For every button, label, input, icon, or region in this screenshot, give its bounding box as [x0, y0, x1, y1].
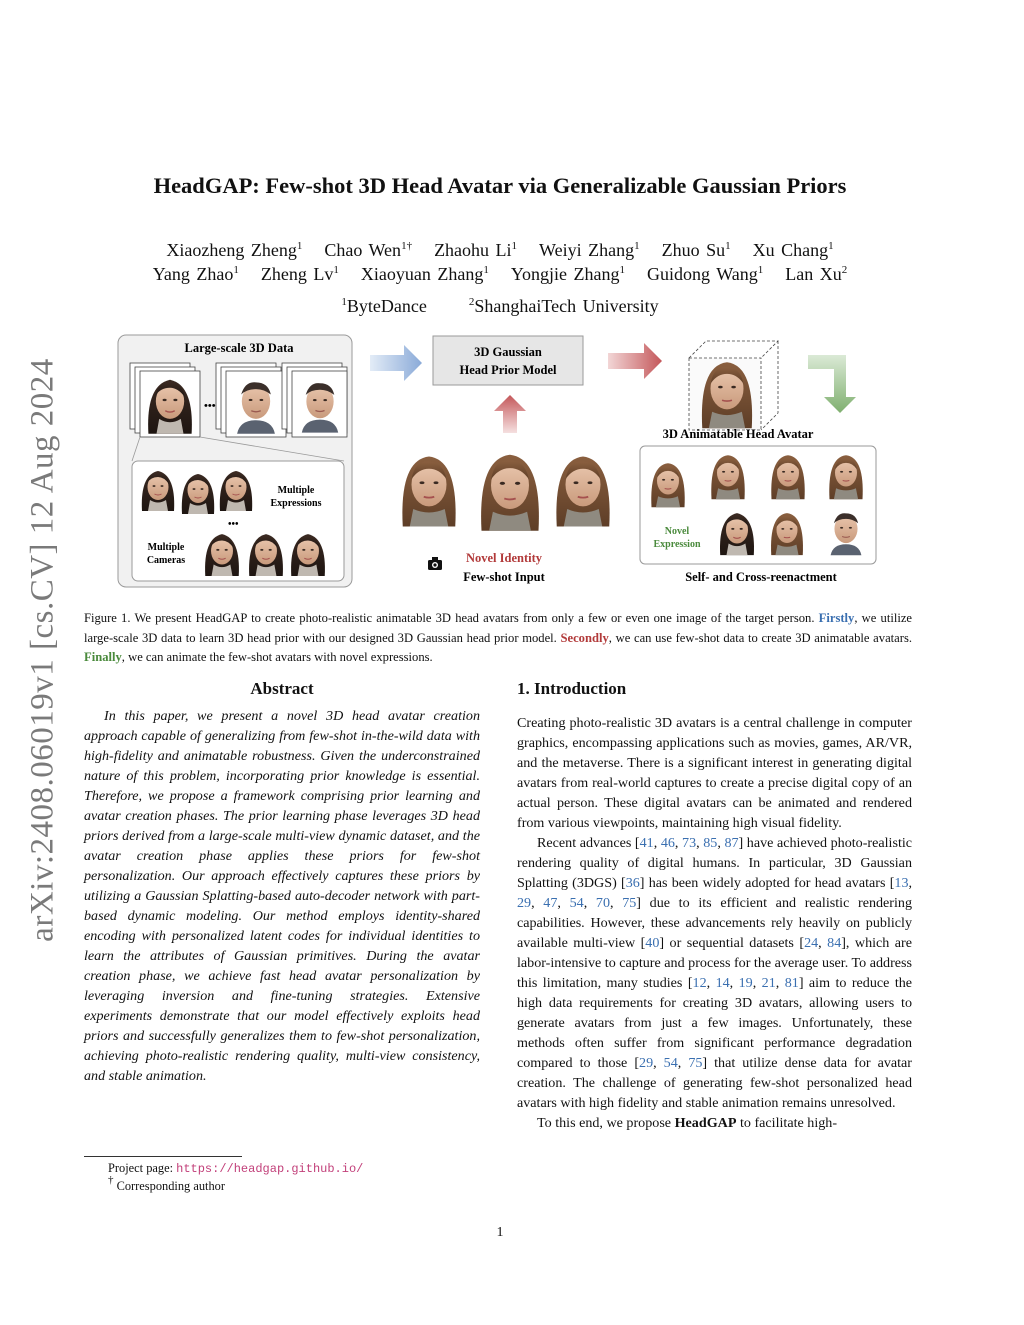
caption-finally: Finally	[84, 650, 122, 664]
citation-75[interactable]: 75	[688, 1055, 703, 1071]
author-2: Xiaoyuan Zhang$^1$	[360, 264, 489, 284]
citation-24[interactable]: 24	[804, 935, 819, 951]
abstract-heading: Abstract	[250, 679, 314, 698]
project-page-link[interactable]: https://headgap.github.io/	[176, 1162, 364, 1176]
multiple-expressions-label-2: Expressions	[270, 498, 322, 509]
arrow-to-prior-model	[370, 345, 422, 381]
citation-73[interactable]: 73	[682, 835, 697, 851]
arxiv-stamp-text: arXiv:2408.06019v1 [cs.CV] 12 Aug 2024	[24, 358, 61, 942]
abstract-body: In this paper, we present a novel 3D head avatar creation approach capable of generalizing from few-shot in-the-wild data with high-fidelity and animatable robustness. Given the underconstrained nature of this problem, incorporating prior knowledge is essential. Therefore, we propose a framework comprising prior learning and avatar creation phases. The prior learning phase leverages 3D head priors derived from a large-scale multi-view dynamic dataset, and the avatar creation phase applies these priors for few-shot personalization. Our approach effectively captures these priors by utilizing a Gaussian Splatting-based auto-decoder network with part-based dynamic modeling. Our method employs identity-shared encoding with personalized latent codes for individual identities to learn the attributes of Gaussian primitives. During the avatar creation phase, we achieve fast head avatar personalization by leveraging inversion and fine-tuning strategies. Extensive experiments demonstrate that our model effectively exploits head priors and successfully generalizes them to few-shot personalization, achieving photo-realistic rendering quality, multi-view consistency, and stable animation.	[84, 708, 480, 1084]
ellipsis-dots-top: •••	[204, 400, 216, 412]
caption-secondly: Secondly	[560, 630, 609, 645]
arrow-to-reenactment	[808, 355, 856, 413]
affiliations	[80, 296, 920, 317]
page-number: 1	[496, 1225, 504, 1240]
avatar-label: 3D Animatable Head Avatar	[662, 427, 814, 441]
few-shot-input-label: Few-shot Input	[463, 570, 545, 584]
headgap-name: HeadGAP	[674, 1115, 737, 1131]
citation-87[interactable]: 87	[724, 835, 739, 851]
few-shot-face-left	[402, 457, 455, 527]
citation-29[interactable]: 29	[517, 895, 532, 911]
author-4: Guidong Wang$^1$	[647, 264, 764, 284]
intro-paragraph-2: Recent advances [41, 46, 73, 85, 87] have achieved photo-realistic rendering quality of digital humans. In particular, 3D Gaussian Splatting (3DGS) [36] has been widely adopted for head avatars [13, 29, 47, 54, 70, 75] due to its efficient and realistic rendering capabilities. However, these advancements rely heavily on publicly available multi-view [40] or sequential datasets [24, 84], which are labor-intensive to capture and process for the average user. To address this limitation, many studies [12, 14, 19, 21, 81] aim to reduce the high data requirements for creating 3D avatars, allowing users to generate avatars from just a few images. Unfortunately, these methods often suffer from significant performance degradation compared to those [29, 54, 75] that utilize dense data for avatar creation. The challenge of generating few-shot personalized head avatars with high fidelity and stable animation remains unresolved.	[517, 835, 913, 1111]
figure-caption	[84, 609, 912, 668]
author-2: Zhaohu Li$^1$	[434, 240, 518, 260]
citation-70[interactable]: 70	[595, 895, 610, 911]
project-page-note: Project page: https://headgap.github.io/	[108, 1161, 364, 1176]
arxiv-stamp	[8, 330, 78, 970]
caption-text-4: , we can animate the few-shot avatars with novel expressions.	[121, 650, 433, 664]
citation-85[interactable]: 85	[703, 835, 718, 851]
citation-19[interactable]: 19	[738, 975, 753, 991]
subject-frames-1	[130, 363, 200, 437]
author-1: Chao Wen$^{1\dagger}$	[324, 240, 413, 260]
corresponding-author-note: † Corresponding author	[108, 1174, 225, 1193]
author-0: Yang Zhao$^1$	[152, 264, 239, 284]
citation-21[interactable]: 21	[761, 975, 776, 991]
prior-model-label-2: Head Prior Model	[459, 363, 557, 377]
intro-paragraph-1: Creating photo-realistic 3D avatars is a central challenge in computer graphics, encompassing applications such as movies, games, AR/VR, and the metaverse. There is a significant interest in generating digital avatars from real-world captures to create a precise digital copy of an actual person. These digital avatars can be animated and rendered from various viewpoints, maintaining high visual fidelity.	[517, 715, 912, 831]
footnotes	[108, 1160, 363, 1195]
author-5: Xu Chang$^1$	[752, 240, 834, 260]
citation-54[interactable]: 54	[663, 1055, 678, 1071]
paper-title: HeadGAP: Few-shot 3D Head Avatar via Generalizable Gaussian Priors	[153, 173, 847, 198]
arrow-from-few-shot	[494, 395, 526, 433]
arrow-to-avatar	[608, 343, 662, 379]
prior-model-label-1: 3D Gaussian	[474, 345, 542, 359]
citation-54[interactable]: 54	[569, 895, 584, 911]
citation-12[interactable]: 12	[692, 975, 707, 991]
author-0: Xiaozheng Zheng$^1$	[166, 240, 303, 260]
multiple-cameras-label-1: Multiple	[147, 542, 185, 553]
multiple-cameras-label-2: Cameras	[146, 555, 186, 566]
caption-text-3: , we can use few-shot data to create 3D animatable avatars.	[608, 630, 912, 645]
affiliation-0: $^1$ByteDance	[341, 296, 427, 316]
intro-paragraph-3: To this end, we propose HeadGAP to facilitate high-	[537, 1115, 838, 1131]
author-5: Lan Xu$^2$	[785, 264, 848, 284]
subject-frames-2	[216, 363, 286, 437]
large-scale-data-label: Large-scale 3D Data	[184, 341, 294, 355]
affiliation-1: $^2$ShanghaiTech University	[468, 296, 659, 316]
citation-36[interactable]: 36	[625, 875, 640, 891]
introduction-body	[517, 713, 912, 1133]
citation-47[interactable]: 47	[543, 895, 558, 911]
teaser-figure	[116, 333, 896, 593]
novel-identity-label: Novel Identity	[465, 551, 543, 565]
few-shot-face-center	[481, 455, 539, 531]
subject-frames-3	[282, 363, 347, 437]
novel-expression-label-2: Expression	[653, 539, 701, 550]
citation-29[interactable]: 29	[639, 1055, 654, 1071]
caption-text-2: , we utilize large-scale 3D data to learn 3D head prior with our designed 3D Gaussian head prior model.	[84, 611, 912, 645]
author-list-line-1	[80, 240, 920, 261]
camera-icon	[428, 557, 442, 570]
multiple-expressions-label-1: Multiple	[277, 485, 315, 496]
avatar-cube	[689, 341, 778, 430]
ellipsis-dots-bottom: •••	[228, 519, 239, 530]
citation-46[interactable]: 46	[660, 835, 675, 851]
prior-model-box	[433, 336, 583, 385]
caption-firstly: Firstly	[818, 611, 855, 625]
reenactment-label: Self- and Cross-reenactment	[685, 570, 837, 584]
citation-41[interactable]: 41	[639, 835, 654, 851]
citation-13[interactable]: 13	[894, 875, 909, 891]
citation-81[interactable]: 81	[784, 975, 799, 991]
author-list-line-2	[80, 264, 920, 285]
author-1: Zheng Lv$^1$	[260, 264, 339, 284]
citation-14[interactable]: 14	[715, 975, 730, 991]
few-shot-face-right	[556, 457, 609, 527]
author-3: Yongjie Zhang$^1$	[510, 264, 626, 284]
footnote-rule	[84, 1156, 242, 1157]
citation-84[interactable]: 84	[827, 935, 842, 951]
introduction-heading: 1. Introduction	[517, 679, 627, 698]
caption-text-1: Figure 1. We present HeadGAP to create photo-realistic animatable 3D head avatars from only a few or even one image of the target person.	[84, 611, 819, 625]
citation-40[interactable]: 40	[645, 935, 660, 951]
novel-expression-label-1: Novel	[664, 526, 690, 537]
author-3: Weiyi Zhang$^1$	[539, 240, 640, 260]
author-4: Zhuo Su$^1$	[661, 240, 731, 260]
citation-75[interactable]: 75	[622, 895, 637, 911]
